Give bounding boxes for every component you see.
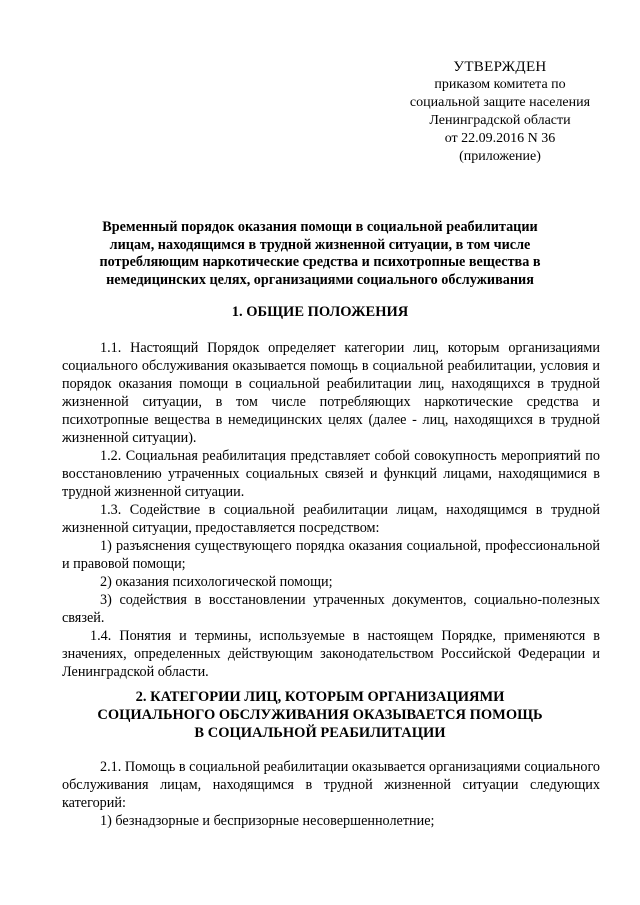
approval-stamp	[380, 58, 620, 166]
heading-line: 2. КАТЕГОРИИ ЛИЦ, КОТОРЫМ ОРГАНИЗАЦИЯМИ	[135, 689, 505, 705]
paragraph: 1.3. Содействие в социальной реабилитации лицам, находящимся в трудной жизненной ситуации, предоставляется посредством:	[62, 502, 600, 536]
heading-line: СОЦИАЛЬНОГО ОБСЛУЖИВАНИЯ ОКАЗЫВАЕТСЯ ПОМОЩЬ	[97, 707, 543, 723]
heading-line: В СОЦИАЛЬНОЙ РЕАБИЛИТАЦИИ	[194, 725, 446, 741]
list-item: 2) оказания психологической помощи;	[100, 574, 333, 590]
title-line: немедицинских целях, организациями социального обслуживания	[106, 271, 534, 288]
title-line: лицам, находящимся в трудной жизненной ситуации, в том числе	[109, 236, 531, 253]
paragraph: 1.4. Понятия и термины, используемые в настоящем Порядке, применяются в значениях, определенных действующим законодательством Российской Федерации и Ленинградской области.	[62, 628, 600, 680]
title-line: потребляющим наркотические средства и психотропные вещества в	[99, 254, 541, 270]
section-2-heading	[60, 688, 580, 742]
section-1-heading: 1. ОБЩИЕ ПОЛОЖЕНИЯ	[231, 304, 409, 320]
approval-line: от 22.09.2016 N 36	[444, 131, 556, 146]
approval-line: приказом комитета по	[434, 77, 566, 92]
paragraph: 1.2. Социальная реабилитация представляет собой совокупность мероприятий по восстановлению утраченных социальных связей и функций лицами, находящимися в трудной жизненной ситуации.	[62, 448, 600, 500]
paragraph: 2.1. Помощь в социальной реабилитации оказывается организациями социального обслуживания лицам, находящимся в трудной жизненной ситуации следующих категорий:	[62, 759, 600, 811]
title-line: Временный порядок оказания помощи в социальной реабилитации	[102, 219, 538, 235]
section-1-body	[62, 339, 600, 681]
approval-line: социальной защите населения	[409, 95, 591, 110]
approval-line: (приложение)	[459, 149, 541, 164]
approval-heading: УТВЕРЖДЕН	[453, 59, 547, 75]
approval-line: Ленинградской области	[429, 113, 571, 128]
paragraph: 1.1. Настоящий Порядок определяет категории лиц, которым организациями социального обслуживания оказывается помощь в социальной реабилитации, условия и порядок оказания помощи в социальной реабилитации лиц, находящихся в трудной жизненной ситуации, в том числе потребляющих наркотические средства и психотропные вещества в немедицинских целях (далее - лиц, находящихся в трудной жизненной ситуации).	[62, 340, 600, 446]
document-title	[60, 219, 580, 289]
section-2-body	[62, 758, 600, 830]
list-item: 1) разъяснения существующего порядка оказания социальной, профессиональной и правовой помощи;	[62, 538, 600, 572]
list-item: 1) безнадзорные и беспризорные несовершеннолетние;	[100, 813, 435, 829]
list-item: 3) содействия в восстановлении утраченных документов, социально-полезных связей.	[62, 592, 600, 626]
